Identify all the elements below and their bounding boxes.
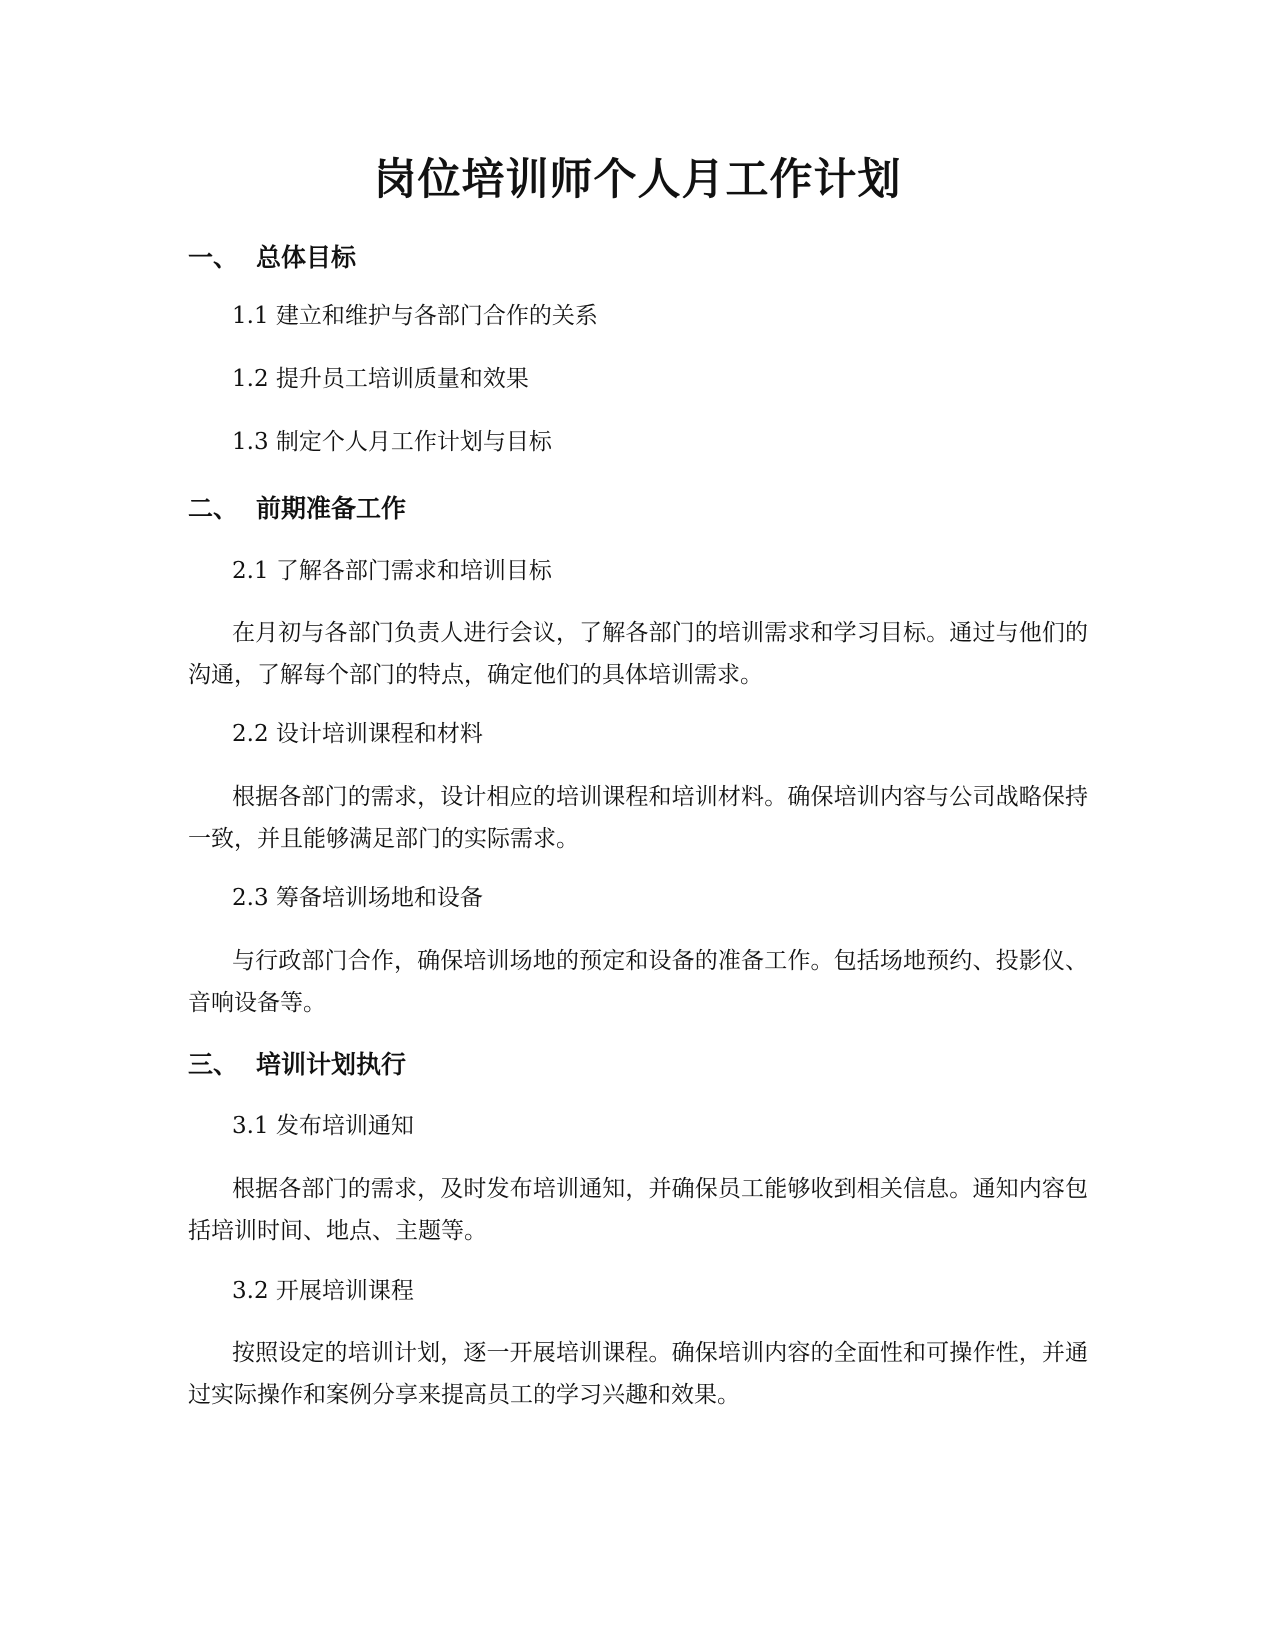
paragraph: 根据各部门的需求，及时发布培训通知，并确保员工能够收到相关信息。通知内容包括培训时间、地点、主题等。 <box>188 1176 1088 1244</box>
paragraph: 与行政部门合作，确保培训场地的预定和设备的准备工作。包括场地预约、投影仪、音响设备等。 <box>188 948 1088 1016</box>
section-title: 培训计划执行 <box>256 1050 407 1079</box>
paragraph: 根据各部门的需求，设计相应的培训课程和培训材料。确保培训内容与公司战略保持一致，并且能够满足部门的实际需求。 <box>188 784 1088 852</box>
section-title: 前期准备工作 <box>256 494 407 523</box>
paragraph: 按照设定的培训计划，逐一开展培训课程。确保培训内容的全面性和可操作性，并通过实际操作和案例分享来提高员工的学习兴趣和效果。 <box>188 1340 1088 1408</box>
subsection-item: 2.3 筹备培训场地和设备 <box>232 885 483 911</box>
subsection-item: 1.1 建立和维护与各部门合作的关系 <box>232 303 598 329</box>
subsection-item: 1.3 制定个人月工作计划与目标 <box>232 429 552 455</box>
section-heading-2 <box>188 491 406 527</box>
subsection-item: 1.2 提升员工培训质量和效果 <box>232 366 529 392</box>
subsection-item: 3.2 开展培训课程 <box>232 1278 414 1304</box>
subsection-item: 3.1 发布培训通知 <box>232 1113 414 1139</box>
section-number: 二、 <box>188 494 239 523</box>
subsection-item: 2.1 了解各部门需求和培训目标 <box>232 558 552 584</box>
page-title: 岗位培训师个人月工作计划 <box>373 155 902 205</box>
section-number: 一、 <box>188 243 239 272</box>
paragraph: 在月初与各部门负责人进行会议，了解各部门的培训需求和学习目标。通过与他们的沟通，了解每个部门的特点，确定他们的具体培训需求。 <box>188 620 1088 688</box>
section-title: 总体目标 <box>256 243 357 272</box>
section-number: 三、 <box>188 1050 239 1079</box>
subsection-item: 2.2 设计培训课程和材料 <box>232 721 483 747</box>
section-heading-1 <box>188 240 356 276</box>
section-heading-3 <box>188 1047 406 1083</box>
